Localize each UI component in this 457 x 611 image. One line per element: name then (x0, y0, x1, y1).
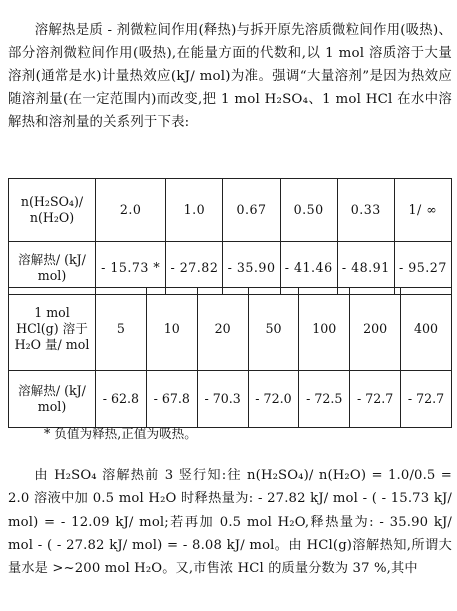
ratio-cell: 2.0 (96, 179, 166, 242)
ratio-cell: 0.67 (223, 179, 280, 242)
amount-cell: 5 (96, 288, 147, 371)
heat-cell: - 35.90 (223, 242, 280, 295)
heat-cell: - 72.7 (401, 371, 452, 428)
amount-cell: 400 (401, 288, 452, 371)
table-row (9, 371, 452, 428)
hcl-dissolution-table (8, 287, 452, 428)
h2so4-dissolution-table (8, 178, 452, 295)
ratio-cell: 0.33 (337, 179, 394, 242)
heat-cell: - 72.7 (350, 371, 401, 428)
ratio-cell: 1/ ∞ (394, 179, 451, 242)
heat-cell: - 41.46 (280, 242, 337, 295)
heat-cell: - 15.73 * (96, 242, 166, 295)
table-row (9, 179, 452, 242)
amount-header: 1 mol HCl(g) 溶于 H₂O 量/ mol (9, 288, 96, 371)
ratio-header: n(H₂SO₄)/ n(H₂O) (9, 179, 96, 242)
intro-paragraph: 溶解热是质 - 剂微粒间作用(释热)与拆开原先溶质微粒间作用(吸热)、部分溶剂微粒间作用(吸热),在能量方面的代数和,以 1 mol 溶质溶于大量溶剂(通常是水)计量热效应(kJ/ mol)为准。强调“大量溶剂”是因为热效应随溶剂量(在一定范围内)而改变,把 1 mol H₂SO₄、1 mol HCl 在水中溶解热和溶剂量的关系列于下表: (8, 23, 452, 131)
heat-cell: - 70.3 (197, 371, 248, 428)
footnote: * 负值为释热,正值为吸热。 (44, 426, 197, 441)
heat-cell: - 27.82 (166, 242, 223, 295)
heat-header: 溶解热/ (kJ/ mol) (9, 242, 96, 295)
amount-cell: 20 (197, 288, 248, 371)
heat-cell: - 62.8 (96, 371, 147, 428)
heat-cell: - 67.8 (146, 371, 197, 428)
heat-cell: - 72.5 (299, 371, 350, 428)
analysis-paragraph: 由 H₂SO₄ 溶解热前 3 竖行知:往 n(H₂SO₄)/ n(H₂O) = 1.0/0.5 = 2.0 溶液中加 0.5 mol H₂O 时释热量为: - 27.82 kJ/ mol - ( - 15.73 kJ/ mol) = - 12.09 kJ/ mol;若再加 0.5 mol H₂O,释热量为: - 35.90 kJ/ mol - ( - 27.82 kJ/ mol) = - 8.08 kJ/ mol。由 HCl(g)溶解热知,所谓大量水是 >~200 mol H₂O。又,市售浓 HCl 的质量分数为 37 %,其中 (8, 468, 452, 577)
table-row (9, 288, 452, 371)
ratio-cell: 0.50 (280, 179, 337, 242)
heat-cell: - 48.91 (337, 242, 394, 295)
heat-cell: - 72.0 (248, 371, 299, 428)
amount-cell: 50 (248, 288, 299, 371)
ratio-cell: 1.0 (166, 179, 223, 242)
amount-cell: 100 (299, 288, 350, 371)
heat-header: 溶解热/ (kJ/ mol) (9, 371, 96, 428)
amount-cell: 200 (350, 288, 401, 371)
heat-cell: - 95.27 (394, 242, 451, 295)
amount-cell: 10 (146, 288, 197, 371)
